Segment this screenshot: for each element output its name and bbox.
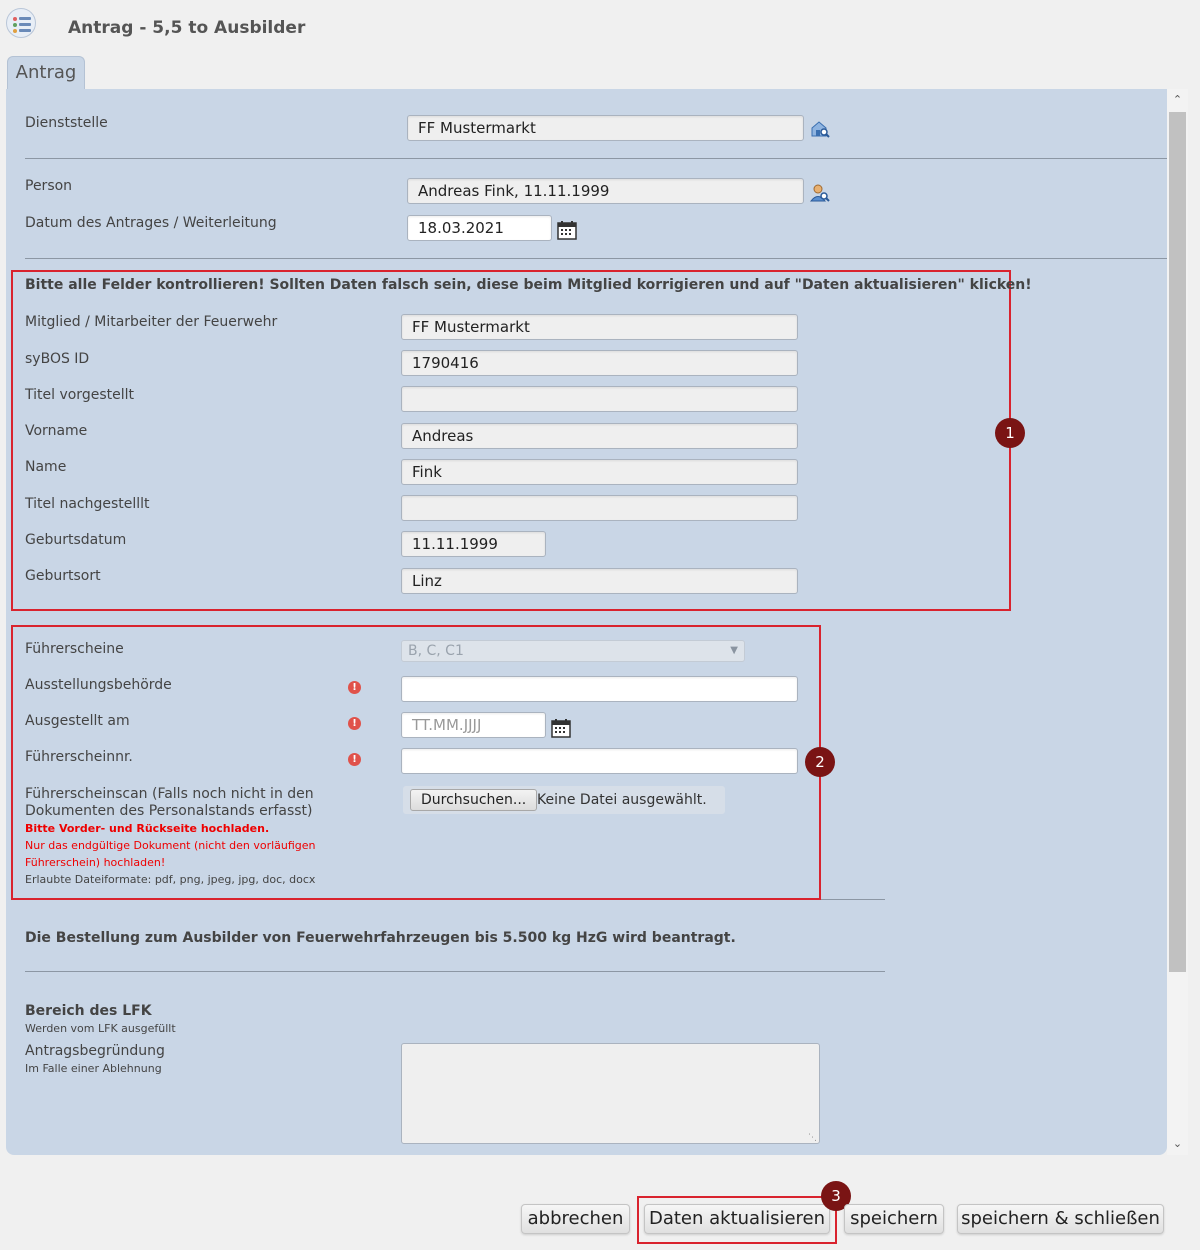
warning-icon: ! (348, 753, 361, 766)
scroll-thumb[interactable] (1169, 112, 1186, 972)
dienststelle-label: Dienststelle (25, 115, 108, 131)
cancel-button[interactable]: abbrechen (521, 1204, 630, 1234)
dienststelle-field[interactable]: FF Mustermarkt (407, 115, 804, 141)
titel-vor-field[interactable] (401, 386, 798, 412)
fuehrerscheine-select[interactable] (401, 640, 745, 662)
antragsdatum-field[interactable]: 18.03.2021 (407, 215, 552, 241)
update-data-button[interactable]: Daten aktualisieren (644, 1204, 830, 1234)
scan-hint-bold: Bitte Vorder- und Rückseite hochladen. (25, 822, 270, 835)
person-label: Person (25, 178, 73, 194)
chevron-down-icon: ▼ (730, 645, 738, 656)
sybos-field[interactable]: 1790416 (401, 350, 798, 376)
form-panel (6, 89, 1167, 1155)
mitglied-label: Mitglied / Mitarbeiter der Feuerwehr (25, 314, 278, 330)
person-search-icon[interactable] (810, 183, 830, 203)
badge-2: 2 (805, 747, 835, 777)
antragsdatum-label: Datum des Antrages / Weiterleitung (25, 215, 277, 231)
scroll-down-arrow-icon[interactable]: ⌄ (1172, 1137, 1183, 1150)
lfk-title: Bereich des LFK (25, 1003, 152, 1019)
ausgestellt-label: Ausgestellt am (25, 713, 130, 729)
fuehrerscheinnr-field[interactable] (401, 748, 798, 774)
name-label: Name (25, 459, 67, 475)
geburtsdatum-field[interactable]: 11.11.1999 (401, 531, 546, 557)
name-field[interactable]: Fink (401, 459, 798, 485)
scan-label-line1: Führerscheinscan (Falls noch nicht in den (25, 786, 314, 802)
vorname-label: Vorname (25, 423, 88, 439)
calendar-icon[interactable] (551, 718, 571, 738)
divider (821, 899, 885, 900)
mitglied-field[interactable]: FF Mustermarkt (401, 314, 798, 340)
scan-hint-line1: Nur das endgültige Dokument (nicht den vorläufigen (25, 839, 316, 852)
warning-icon: ! (348, 681, 361, 694)
fuehrerscheinnr-label: Führerscheinnr. (25, 749, 133, 765)
fuehrerscheine-value: B, C, C1 (408, 643, 464, 659)
begruendung-label: Antragsbegründung (25, 1043, 165, 1059)
lfk-subtitle: Werden vom LFK ausgefüllt (25, 1022, 176, 1035)
titel-nach-label: Titel nachgestelllt (25, 496, 150, 512)
titel-nach-field[interactable] (401, 495, 798, 521)
calendar-icon[interactable] (557, 220, 577, 240)
person-field[interactable]: Andreas Fink, 11.11.1999 (407, 178, 804, 204)
badge-1: 1 (995, 418, 1025, 448)
window-title: Antrag - 5,5 to Ausbilder (68, 18, 306, 38)
begruendung-textarea[interactable] (401, 1043, 820, 1144)
divider (25, 158, 1167, 159)
scan-hint-line2: Führerschein) hochladen! (25, 856, 166, 869)
behoerde-field[interactable] (401, 676, 798, 702)
divider (25, 258, 1167, 259)
vorname-field[interactable]: Andreas (401, 423, 798, 449)
resize-handle-icon[interactable]: ⋱ (808, 1133, 817, 1143)
badge-3: 3 (821, 1181, 851, 1211)
ausgestellt-field[interactable]: TT.MM.JJJJ (401, 712, 546, 738)
scan-formats: Erlaubte Dateiformate: pdf, png, jpeg, jpg, doc, docx (25, 873, 316, 886)
geburtsort-field[interactable]: Linz (401, 568, 798, 594)
app-list-icon (6, 8, 36, 38)
scan-label-line2: Dokumenten des Personalstands erfasst) (25, 803, 313, 819)
geburtsdatum-label: Geburtsdatum (25, 532, 127, 548)
begruendung-hint: Im Falle einer Ablehnung (25, 1062, 162, 1075)
check-notice: Bitte alle Felder kontrollieren! Sollten Daten falsch sein, diese beim Mitglied korrigieren und auf "Daten aktualisieren" klicken! (25, 277, 1032, 293)
file-status: Keine Datei ausgewählt. (537, 792, 707, 808)
save-button[interactable]: speichern (844, 1204, 944, 1234)
building-search-icon[interactable] (810, 120, 830, 138)
tab-antrag[interactable]: Antrag (7, 56, 85, 90)
geburtsort-label: Geburtsort (25, 568, 101, 584)
warning-icon: ! (348, 717, 361, 730)
scroll-up-arrow-icon[interactable]: ⌃ (1172, 93, 1183, 106)
save-close-button[interactable]: speichern & schließen (957, 1204, 1164, 1234)
behoerde-label: Ausstellungsbehörde (25, 677, 172, 693)
statement-text: Die Bestellung zum Ausbilder von Feuerwehrfahrzeugen bis 5.500 kg HzG wird beantragt. (25, 930, 736, 946)
fuehrerscheine-label: Führerscheine (25, 641, 124, 657)
divider (25, 971, 885, 972)
browse-button[interactable]: Durchsuchen... (410, 789, 537, 811)
titel-vor-label: Titel vorgestellt (25, 387, 134, 403)
sybos-label: syBOS ID (25, 351, 90, 367)
